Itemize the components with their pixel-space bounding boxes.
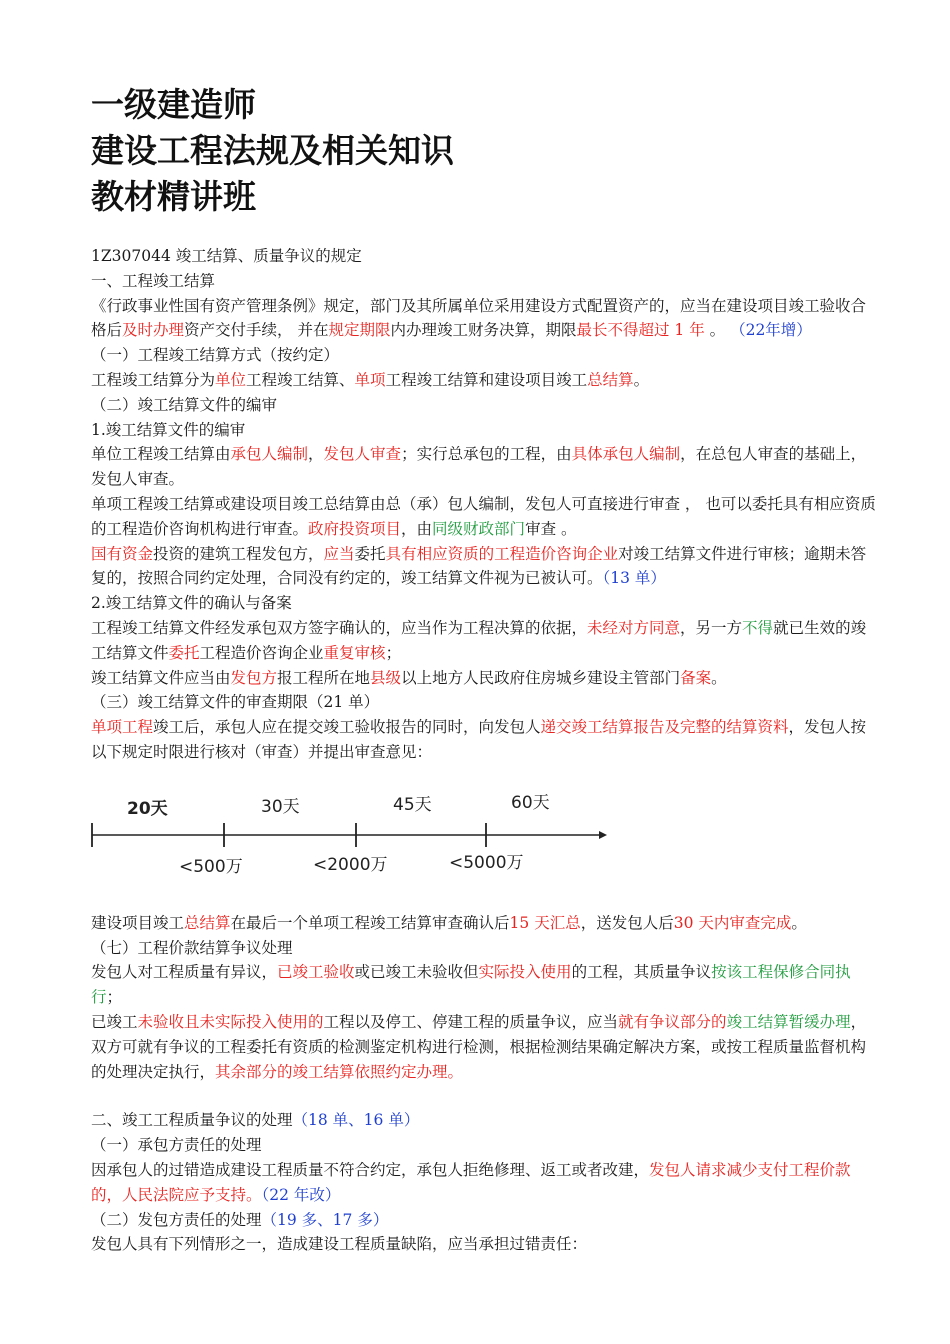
title-line-2: 建设工程法规及相关知识 bbox=[91, 131, 454, 170]
paragraph-contractor-fault: 因承包人的过错造成建设工程质量不符合约定，承包人拒绝修理、返工或者改建，发包人请求减少支付工程价款的，人民法院应予支持。（22 年改） bbox=[91, 1160, 851, 1204]
paragraph-state-funds: 国有资金投资的建筑工程发包方，应当委托具有相应资质的工程造价咨询企业对竣工结算文件进行审核；逾期未答复的，按照合同约定处理，合同没有约定的，竣工结算文件视为已被认可。（13 单） bbox=[91, 544, 867, 588]
paragraph-item-settlement: 单项工程竣工结算或建设项目竣工总结算由总（承）包人编制，发包人可直接进行审查 ， 也可以委托具有相应资质的工程造价咨询机构进行审查。政府投资项目，由同级财政部门审查 。 bbox=[91, 494, 876, 538]
review-period-timeline bbox=[91, 771, 611, 895]
title-line-3: 教材精讲班 bbox=[91, 177, 256, 216]
timeline-period-60: 60天 bbox=[511, 792, 550, 813]
subheading-document-review: （二）竣工结算文件的编审 bbox=[91, 395, 278, 414]
paragraph-unit-settlement: 单位工程竣工结算由承包人编制，发包人审查；实行总承包的工程，由具体承包人编制，在总包人审查的基础上，发包人审查。 bbox=[91, 445, 867, 489]
paragraph-filing: 竣工结算文件应当由发包方报工程所在地县级以上地方人民政府住房城乡建设主管部门备案。 bbox=[91, 668, 727, 687]
timeline-period-30: 30天 bbox=[261, 796, 300, 817]
paragraph-review-period: 单项工程竣工后，承包人应在提交竣工验收报告的同时，向发包人递交竣工结算报告及完整的结算资料，发包人按以下规定时限进行核对（审查）并提出审查意见： bbox=[91, 718, 867, 761]
subheading-review-period: （三）竣工结算文件的审查期限（21 单） bbox=[91, 693, 380, 712]
timeline-threshold-500: <500万 bbox=[179, 856, 243, 877]
title-block bbox=[91, 82, 881, 220]
subheading-settlement-method: （一）工程竣工结算方式（按约定） bbox=[91, 346, 340, 365]
section-heading-2: 二、竣工工程质量争议的处理（18 单、16 单） bbox=[91, 1111, 420, 1130]
timeline-threshold-5000: <5000万 bbox=[449, 852, 524, 873]
paragraph-unaccepted-works: 已竣工未验收且未实际投入使用的工程以及停工、停建工程的质量争议，应当就有争议部分的竣工结算暂缓办理，双方可就有争议的工程委托有资质的检测鉴定机构进行检测，根据检测结果确定解决方案，或按工程质量监督机构的处理决定执行，其余部分的竣工结算依照约定办理。 bbox=[91, 1012, 867, 1081]
paragraph-employer-fault: 发包人具有下列情形之一，造成建设工程质量缺陷，应当承担过错责任： bbox=[91, 1235, 588, 1254]
paragraph-confirmation: 工程竣工结算文件经发承包双方签字确认的，应当作为工程决算的依据，未经对方同意，另一方不得就已生效的竣工结算文件委托工程造价咨询企业重复审核； bbox=[91, 618, 867, 662]
subheading-contractor-liability: （一）承包方责任的处理 bbox=[91, 1136, 262, 1155]
section-heading-1: 一、工程竣工结算 bbox=[91, 271, 216, 290]
timeline-arrow-icon bbox=[599, 831, 607, 839]
paragraph-quality-objection: 发包人对工程质量有异议，已竣工验收或已竣工未验收但实际投入使用的工程，其质量争议按该工程保修合同执行； bbox=[91, 963, 851, 1007]
subheading-employer-liability: （二）发包方责任的处理（19 多、17 多） bbox=[91, 1210, 389, 1229]
subheading-document-review-1: 1.竣工结算文件的编审 bbox=[91, 420, 246, 439]
document-page bbox=[91, 82, 881, 1257]
paragraph-total-settlement: 建设项目竣工总结算在最后一个单项工程竣工结算审查确认后15 天汇总，送发包人后30 天内审查完成。 bbox=[91, 913, 807, 932]
paragraph-asset-regulation: 《行政事业性国有资产管理条例》规定，部门及其所属单位采用建设方式配置资产的，应当在建设项目竣工验收合格后及时办理资产交付手续， 并在规定期限内办理竣工财务决算，期限最长不得超过 1 年 。 （22年增） bbox=[91, 296, 867, 340]
title-line-1: 一级建造师 bbox=[91, 85, 256, 124]
section-code: 1Z307044 竣工结算、质量争议的规定 bbox=[91, 247, 362, 265]
timeline-period-20: 20天 bbox=[127, 798, 168, 819]
blank-line bbox=[91, 1084, 881, 1108]
subheading-dispute-handling: （七）工程价款结算争议处理 bbox=[91, 938, 293, 957]
timeline-threshold-2000: <2000万 bbox=[313, 854, 388, 875]
timeline-period-45: 45天 bbox=[393, 794, 432, 815]
subheading-confirmation-filing: 2.竣工结算文件的确认与备案 bbox=[91, 594, 292, 613]
paragraph-settlement-types: 工程竣工结算分为单位工程竣工结算、单项工程竣工结算和建设项目竣工总结算。 bbox=[91, 370, 650, 389]
